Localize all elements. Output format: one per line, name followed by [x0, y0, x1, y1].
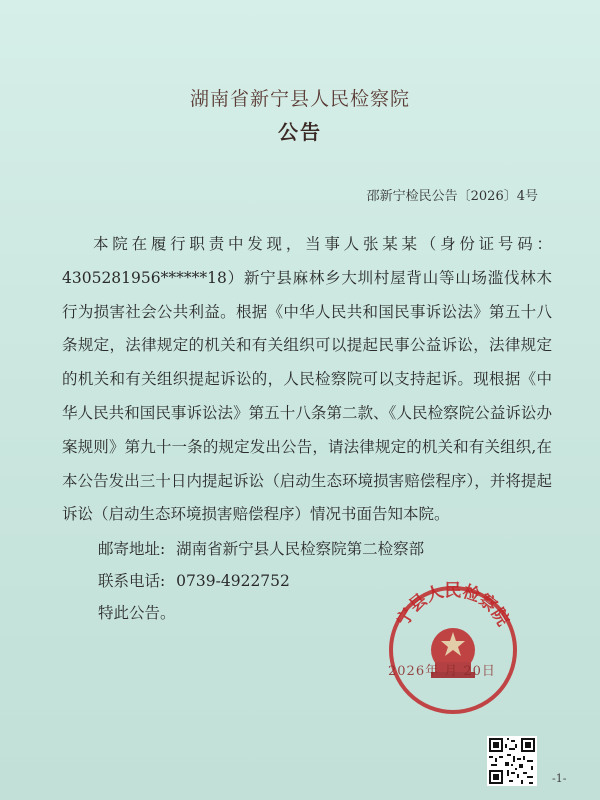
mail-address-line — [98, 537, 424, 559]
phone-value: 0739-4922752 — [176, 572, 290, 590]
document-title: 公告 — [278, 120, 322, 144]
page-number: -1- — [552, 772, 567, 785]
phone-line — [98, 569, 290, 591]
seal-text: 宁县人民检察院 — [393, 581, 513, 630]
phone-label: 联系电话: — [98, 572, 166, 590]
qr-code-icon[interactable] — [487, 736, 537, 786]
mail-address-value: 湖南省新宁县人民检察院第二检察部 — [176, 540, 425, 558]
announcement-body — [62, 228, 552, 532]
document-number: 邵新宁检民公告〔2026〕4号 — [366, 189, 538, 204]
body-paragraph: 本院在履行职责中发现，当事人张某某（身份证号码：4305281956******18）新宁县麻林乡大圳村屋背山等山场滥伐林木行为损害社会公共利益。根据《中华人民共和国民事诉讼法》第五十八条规定，法律规定的机关和有关组织可以提起民事公益诉讼，法律规定的机关和有关组织提起诉讼的，人民检察院可以支持起诉。现根据《中华人民共和国民事诉讼法》第五十八条第二款、《人民检察院公益诉讼办案规则》第九十一条的规定发出公告，请法律规定的机关和有关组织,在本公告发出三十日内提起诉讼（启动生态环境损害赔偿程序），并将提起诉讼（启动生态环境损害赔偿程序）情况书面告知本院。 — [62, 235, 552, 524]
seal-date: 2026年 月 20日 — [388, 664, 496, 679]
issuing-organization: 湖南省新宁县人民检察院 — [189, 88, 410, 110]
closing-line: 特此公告。 — [98, 604, 176, 622]
official-seal-icon — [383, 580, 523, 720]
mail-address-label: 邮寄地址: — [98, 540, 166, 558]
svg-text:宁县人民检察院 — [392, 581, 514, 630]
